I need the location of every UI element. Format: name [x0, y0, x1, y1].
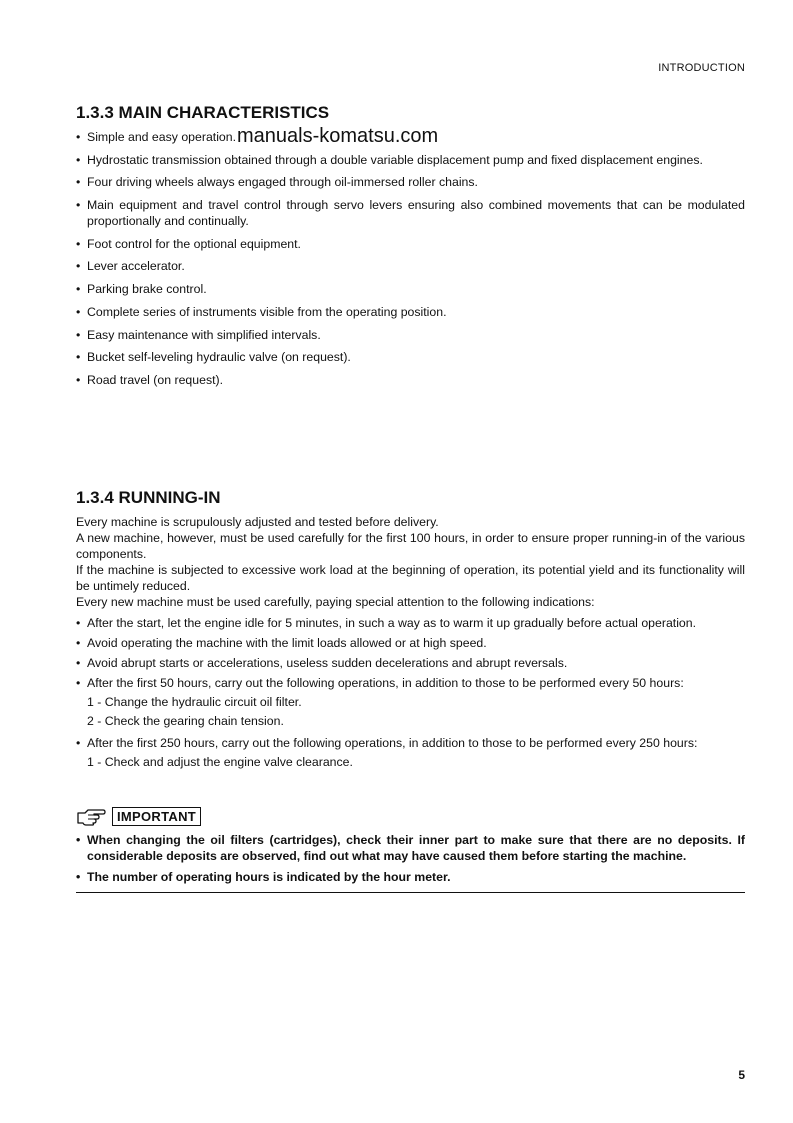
list-item: • Hydrostatic transmission obtained through a double variable displacement pump and fixed displacement engines.	[76, 152, 703, 167]
paragraph: Every machine is scrupulously adjusted and tested before delivery.	[76, 515, 439, 529]
sub-item: 1 - Check and adjust the engine valve clearance.	[87, 755, 353, 769]
list-item: • Main equipment and travel control through servo levers ensuring also combined movements that can be modulated proportionally and continually.	[76, 198, 745, 229]
list-item: • After the first 50 hours, carry out the following operations, in addition to those to be performed every 50 hours: 1 - Change the hydraulic circuit oil filter. 2 - Check the gearing chain tension.	[76, 675, 745, 731]
list-item: • Road travel (on request).	[76, 372, 224, 387]
sub-list	[87, 753, 745, 772]
paragraph: If the machine is subjected to excessive work load at the beginning of operation, its potential yield and its functionality will be untimely reduced.	[76, 563, 745, 593]
watermark-text: manuals-komatsu.com	[237, 125, 439, 147]
list-item: • Avoid operating the machine with the limit loads allowed or at high speed.	[76, 636, 487, 650]
sub-list	[87, 693, 745, 731]
running-in-list	[76, 615, 745, 772]
list-item: • Avoid abrupt starts or accelerations, useless sudden decelerations and abrupt reversals.	[76, 656, 568, 670]
page-number: 5	[738, 1068, 745, 1082]
list-item: • Complete series of instruments visible from the operating position.	[76, 304, 447, 319]
list-item: • After the first 250 hours, carry out the following operations, in addition to those to be performed every 250 hours: 1 - Check and adjust the engine valve clearance.	[76, 735, 745, 772]
paragraph: A new machine, however, must be used carefully for the first 100 hours, in order to ensure proper running-in of the various components.	[76, 531, 745, 561]
list-item: • After the start, let the engine idle for 5 minutes, in such a way as to warm it up gradually before actual operation.	[76, 616, 697, 630]
important-list	[76, 832, 745, 890]
paragraph: Every new machine must be used carefully, paying special attention to the following indications:	[76, 595, 595, 609]
sub-item: 1 - Change the hydraulic circuit oil filter.	[87, 695, 302, 709]
sub-item: 2 - Check the gearing chain tension.	[87, 714, 284, 728]
divider	[76, 892, 745, 893]
list-item: • Bucket self-leveling hydraulic valve (on request).	[76, 350, 351, 365]
list-item: • When changing the oil filters (cartridges), check their inner part to make sure that there are no deposits. If considerable deposits are observed, find out what may have caused them before starting the machine.	[76, 833, 745, 863]
characteristics-list	[76, 129, 745, 388]
important-label: IMPORTANT	[112, 807, 201, 826]
running-header: INTRODUCTION	[658, 62, 745, 74]
running-in-section	[76, 488, 745, 776]
list-item: • Easy maintenance with simplified intervals.	[76, 327, 321, 342]
list-item: • Foot control for the optional equipment.	[76, 236, 301, 251]
list-item: • Lever accelerator.	[76, 259, 185, 274]
section-heading: 1.3.3 MAIN CHARACTERISTICS	[76, 103, 330, 122]
important-callout	[76, 805, 201, 827]
list-item: • The number of operating hours is indicated by the hour meter.	[76, 870, 451, 884]
section-heading: 1.3.4 RUNNING-IN	[76, 488, 221, 507]
pointing-hand-icon	[76, 805, 106, 827]
list-item: • Four driving wheels always engaged through oil-immersed roller chains.	[76, 175, 478, 190]
list-item: • Simple and easy operation.	[76, 130, 237, 144]
list-item: • Parking brake control.	[76, 282, 207, 297]
